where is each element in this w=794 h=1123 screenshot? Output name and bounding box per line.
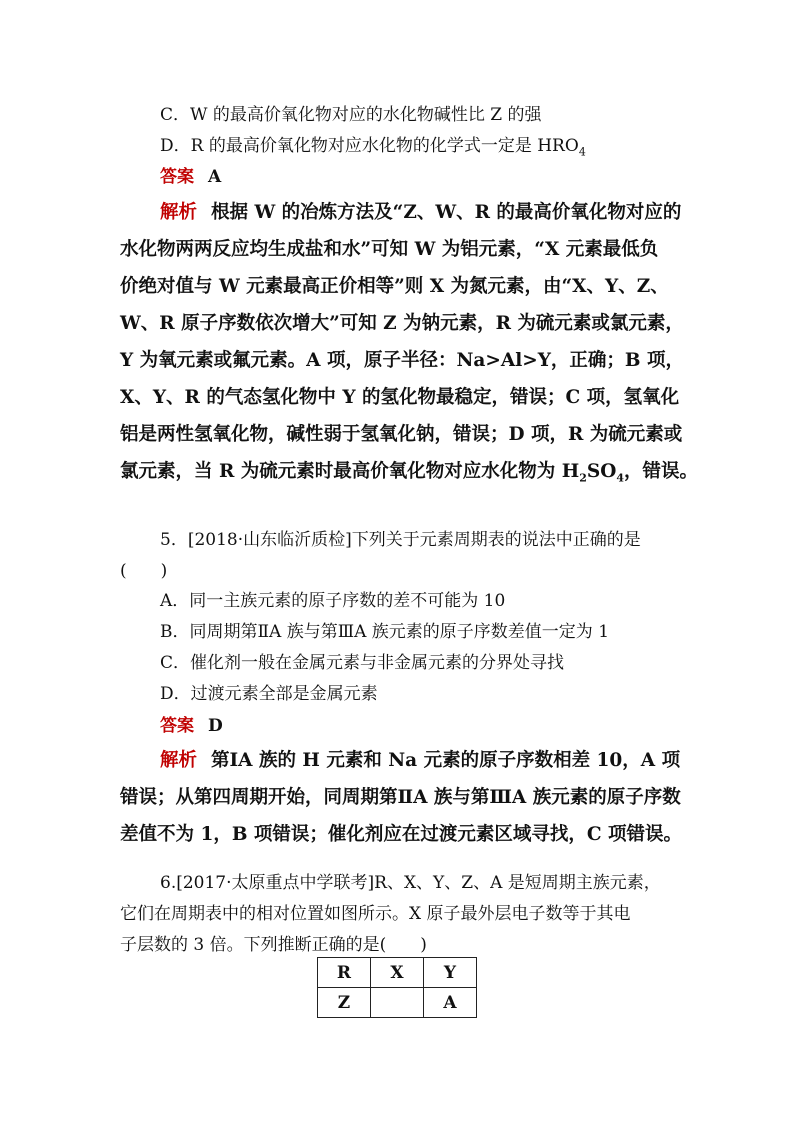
q4-option-c: C．W 的最高价氧化物对应的水化物碱性比 Z 的强	[160, 105, 542, 125]
table-cell: A	[424, 988, 477, 1018]
table-cell	[371, 988, 424, 1018]
q5-option-a: A．同一主族元素的原子序数的差不可能为 10	[160, 591, 506, 611]
q4-explain-line-2: 水化物两两反应均生成盐和水”可知 W 为铝元素，“X 元素最低负	[120, 239, 659, 260]
q4-explain-line-8: 氯元素，当 R 为硫元素时最高价氧化物对应水化物为 $H_2SO_4$，错误。	[120, 461, 698, 485]
q5-option-b: B．同周期第ⅡA 族与第ⅢA 族元素的原子序数差值一定为 1	[160, 622, 610, 642]
explain-label: 解析	[160, 202, 198, 223]
q6-stem-line-1: 6.[2017·太原重点中学联考]R、X、Y、Z、A 是短周期主族元素，	[160, 873, 661, 893]
q5-stem-line-2: ( )	[120, 561, 168, 581]
q5-explain-line-1: 解析 第ⅠA 族的 H 元素和 Na 元素的原子序数相差 10，A 项	[160, 750, 681, 771]
table-cell: X	[371, 958, 424, 988]
q4-option-d: D．R 的最高价氧化物对应水化物的化学式一定是 $HRO_4$	[160, 136, 586, 159]
table-row	[318, 958, 477, 988]
answer-value: A	[208, 167, 222, 187]
q6-stem-line-2: 它们在周期表中的相对位置如图所示。X 原子最外层电子数等于其电	[120, 904, 631, 924]
q5-explain-line-3: 差值不为 1，B 项错误；催化剂应在过渡元素区域寻找，C 项错误。	[120, 824, 683, 845]
q5-stem-line-1: 5．[2018·山东临沂质检]下列关于元素周期表的说法中正确的是	[160, 530, 641, 550]
q4-explain-line-3: 价绝对值与 W 元素最高正价相等”则 X 为氮元素，由“X、Y、Z、	[120, 276, 669, 297]
table-cell: Y	[424, 958, 477, 988]
q4-explain-line-7: 铝是两性氢氧化物，碱性弱于氢氧化钠，错误；D 项，R 为硫元素或	[120, 424, 683, 445]
q6-stem-line-3: 子层数的 3 倍。下列推断正确的是( )	[120, 935, 427, 955]
q4-answer	[160, 162, 221, 187]
q4-explain-line-1: 解析 根据 W 的冶炼方法及“Z、W、R 的最高价氧化物对应的	[160, 202, 682, 223]
q5-explain-line-2: 错误；从第四周期开始，同周期第ⅡA 族与第ⅢA 族元素的原子序数	[120, 787, 681, 808]
answer-label: 答案	[160, 716, 194, 736]
table-cell: R	[318, 958, 371, 988]
q5-option-c: C．催化剂一般在金属元素与非金属元素的分界处寻找	[160, 653, 565, 673]
explain-label: 解析	[160, 750, 198, 771]
answer-label: 答案	[160, 167, 194, 187]
q4-explain-line-5: Y 为氧元素或氟元素。A 项，原子半径：Na>Al>Y，正确；B 项，	[120, 350, 685, 371]
periodic-position-table	[317, 957, 477, 1018]
table-row	[318, 988, 477, 1018]
q4-explain-line-6: X、Y、R 的气态氢化物中 Y 的氢化物最稳定，错误；C 项，氢氧化	[120, 387, 680, 408]
q4-explain-line-4: W、R 原子序数依次增大”可知 Z 为钠元素，R 为硫元素或氯元素，	[120, 313, 684, 334]
q5-answer	[160, 711, 223, 736]
table-cell: Z	[318, 988, 371, 1018]
q5-option-d: D．过渡元素全部是金属元素	[160, 684, 378, 704]
answer-value: D	[208, 716, 223, 736]
